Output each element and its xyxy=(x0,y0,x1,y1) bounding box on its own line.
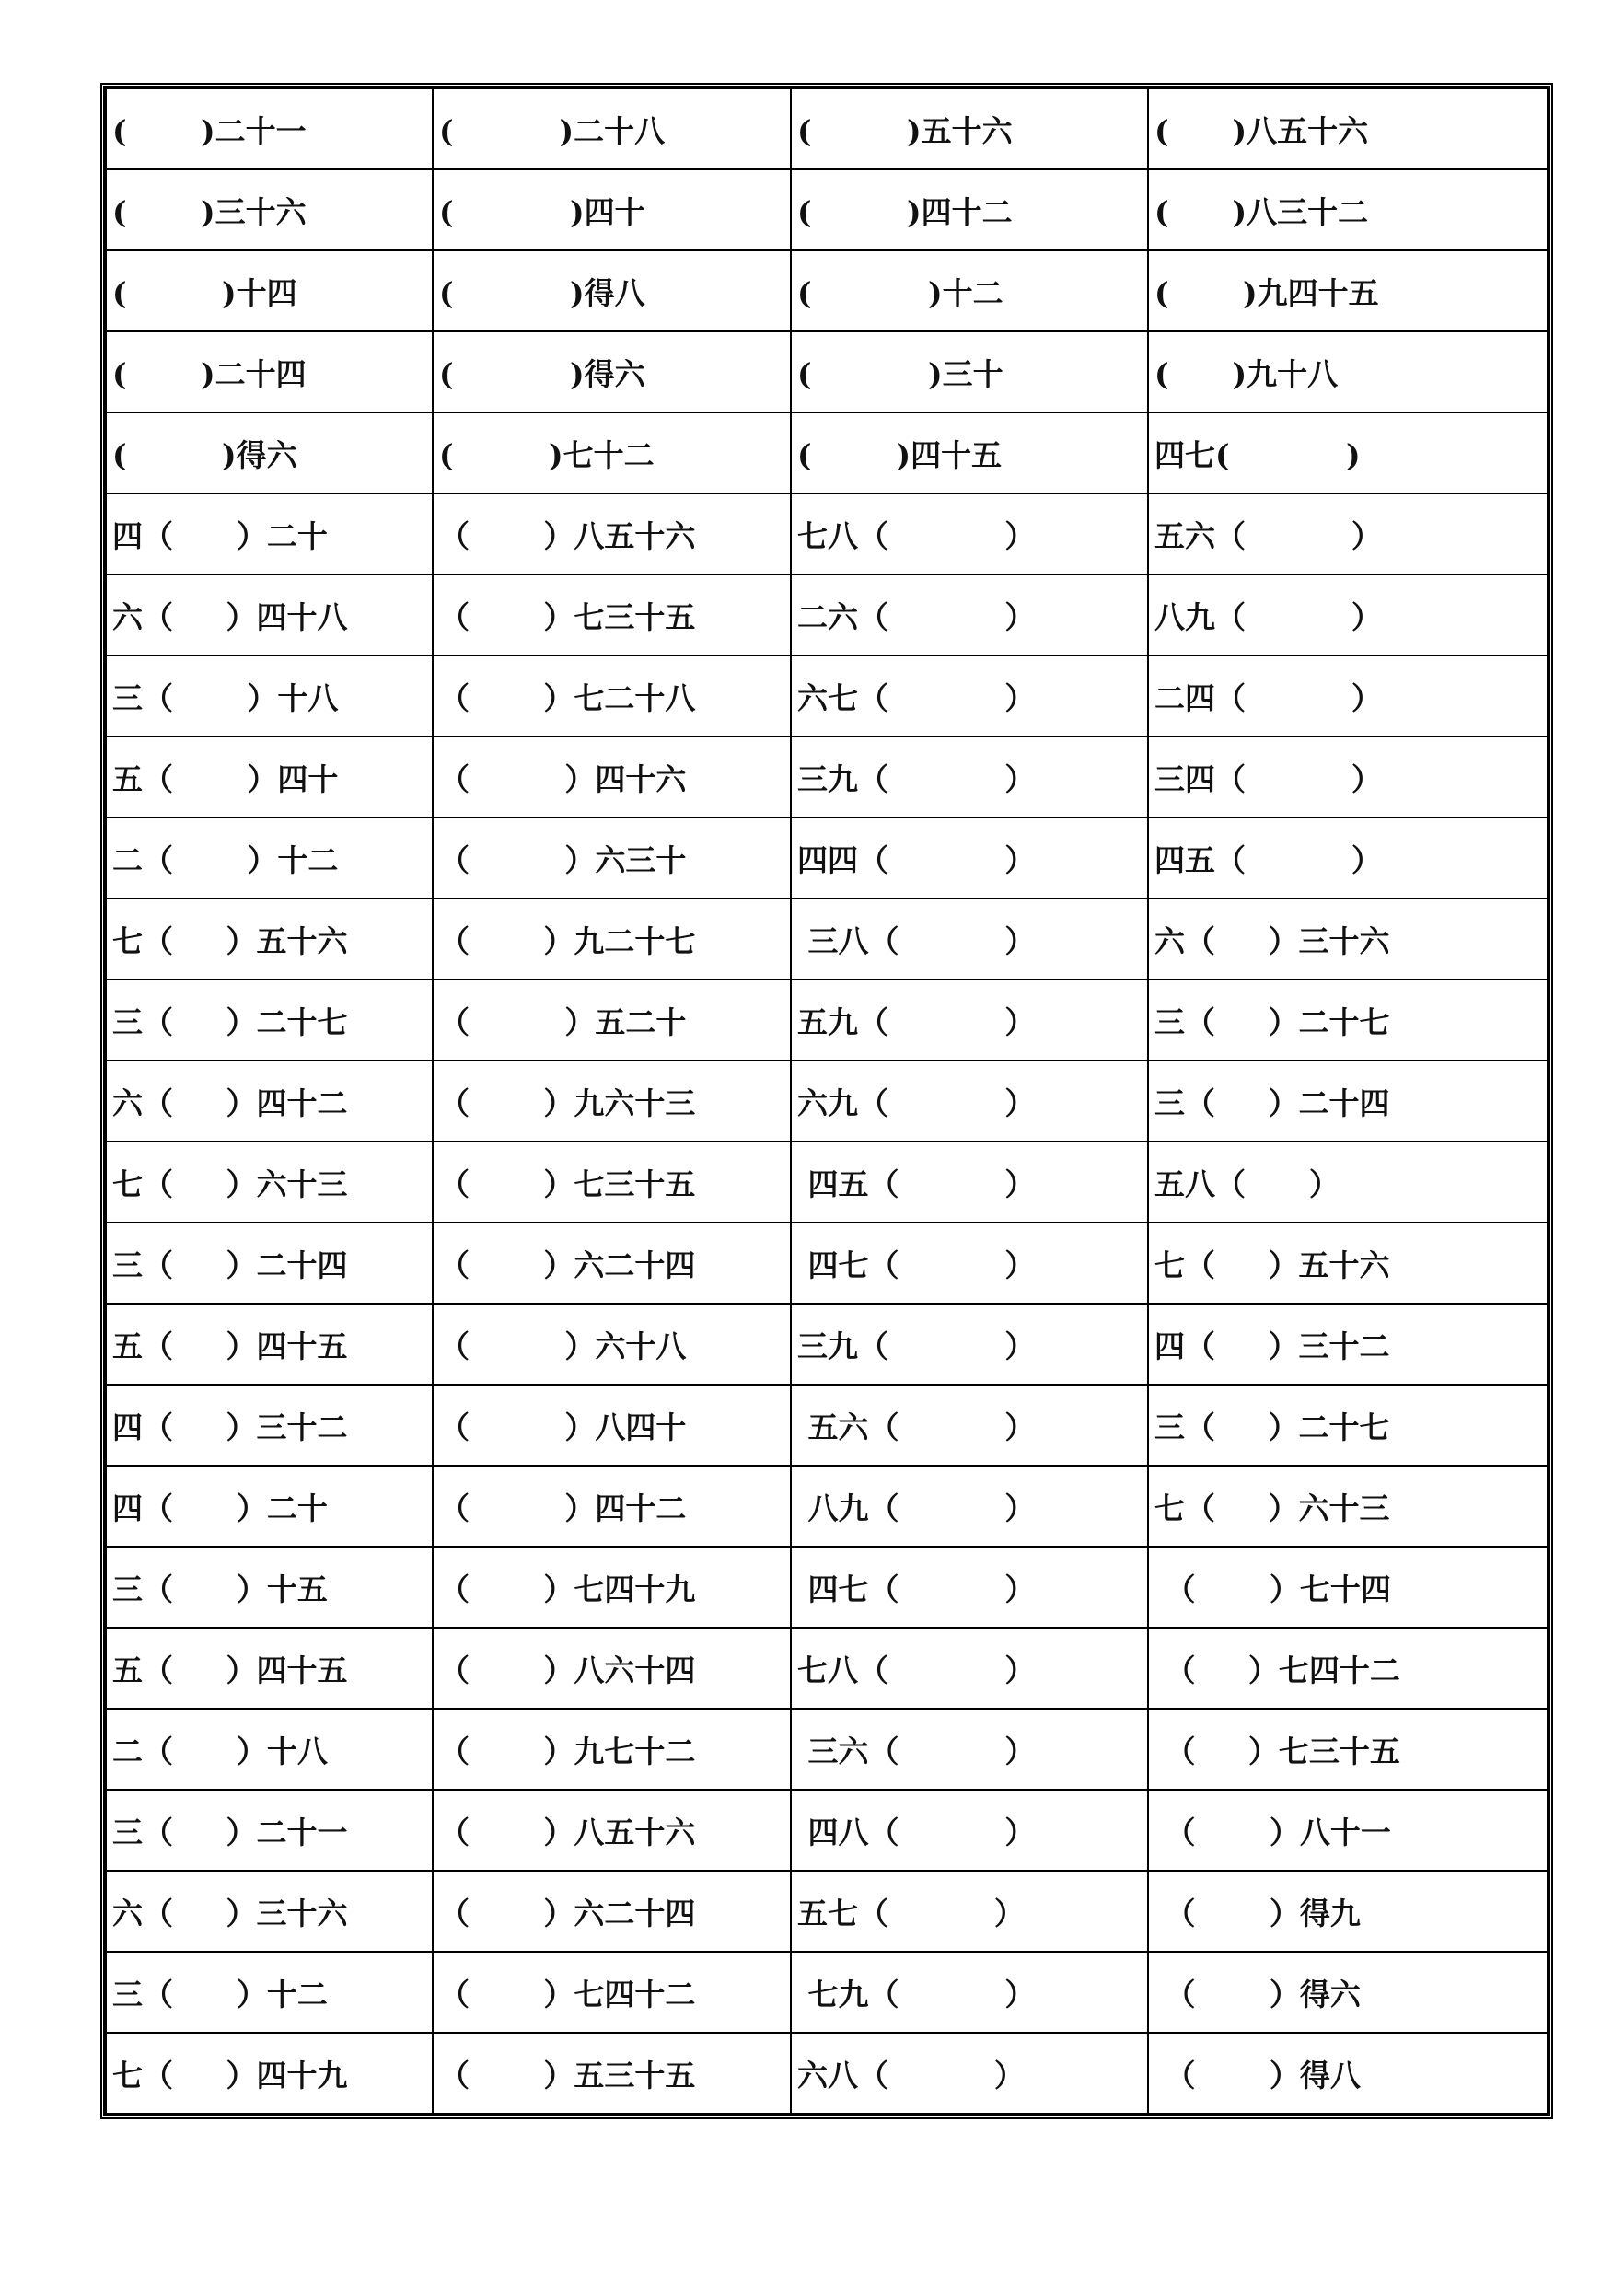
question-cell: 七（ ）六十三 xyxy=(106,1142,433,1223)
table-row xyxy=(106,980,1548,1061)
question-cell: ( )十二 xyxy=(791,250,1148,331)
question-cell: 五八（ ） xyxy=(1148,1142,1548,1223)
question-cell: ( )八五十六 xyxy=(1148,88,1548,169)
worksheet-table-frame xyxy=(100,83,1553,2119)
question-cell: （ ）得八 xyxy=(1148,2033,1548,2114)
question-cell: （ ）五三十五 xyxy=(433,2033,791,2114)
table-row xyxy=(106,1304,1548,1385)
question-cell: 五（ ）四十五 xyxy=(106,1304,433,1385)
question-cell: （ ）九六十三 xyxy=(433,1061,791,1142)
question-cell: 三（ ）二十七 xyxy=(1148,980,1548,1061)
table-row xyxy=(106,1628,1548,1709)
question-cell: 二（ ）十八 xyxy=(106,1709,433,1790)
question-cell: 三（ ）二十七 xyxy=(106,980,433,1061)
question-cell: （ ）八十一 xyxy=(1148,1790,1548,1871)
question-cell: （ ）得六 xyxy=(1148,1952,1548,2033)
question-cell: 四（ ）二十 xyxy=(106,493,433,574)
table-body xyxy=(106,88,1548,2114)
question-cell: 七（ ）五十六 xyxy=(106,899,433,980)
question-cell: 七八（ ） xyxy=(791,1628,1148,1709)
question-cell: 六（ ）三十六 xyxy=(106,1871,433,1952)
table-row xyxy=(106,736,1548,818)
question-cell: 五六（ ） xyxy=(1148,493,1548,574)
question-cell: 七八（ ） xyxy=(791,493,1148,574)
question-cell: 七（ ）六十三 xyxy=(1148,1466,1548,1547)
question-cell: （ ）八四十 xyxy=(433,1385,791,1466)
question-cell: （ ）六二十四 xyxy=(433,1871,791,1952)
question-cell: 三（ ）十二 xyxy=(106,1952,433,2033)
table-row xyxy=(106,1790,1548,1871)
question-cell: ( )二十四 xyxy=(106,331,433,412)
question-cell: ( )二十八 xyxy=(433,88,791,169)
table-row xyxy=(106,1466,1548,1547)
question-cell: 四五（ ） xyxy=(791,1142,1148,1223)
question-cell: 三（ ）二十四 xyxy=(106,1223,433,1304)
table-row xyxy=(106,1142,1548,1223)
question-cell: 四五（ ） xyxy=(1148,818,1548,899)
table-row xyxy=(106,574,1548,655)
question-cell: ( )十四 xyxy=(106,250,433,331)
question-cell: 三九（ ） xyxy=(791,1304,1148,1385)
question-cell: 八九（ ） xyxy=(791,1466,1148,1547)
question-cell: （ ）四十六 xyxy=(433,736,791,818)
question-cell: 三（ ）二十四 xyxy=(1148,1061,1548,1142)
question-cell: 四四（ ） xyxy=(791,818,1148,899)
question-cell: 七（ ）五十六 xyxy=(1148,1223,1548,1304)
question-cell: （ ）六二十四 xyxy=(433,1223,791,1304)
question-cell: ( )九十八 xyxy=(1148,331,1548,412)
question-cell: 四七（ ） xyxy=(791,1547,1148,1628)
question-cell: 八九（ ） xyxy=(1148,574,1548,655)
question-cell: ( )四十二 xyxy=(791,169,1148,250)
table-row xyxy=(106,412,1548,493)
table-row xyxy=(106,250,1548,331)
question-cell: ( )得八 xyxy=(433,250,791,331)
question-cell: 四（ ）三十二 xyxy=(106,1385,433,1466)
question-cell: 三（ ）十八 xyxy=(106,655,433,736)
multiplication-fill-in-table xyxy=(105,87,1549,2115)
question-cell: （ ）五二十 xyxy=(433,980,791,1061)
question-cell: ( )得六 xyxy=(433,331,791,412)
table-row xyxy=(106,1385,1548,1466)
table-row xyxy=(106,1061,1548,1142)
question-cell: 五六（ ） xyxy=(791,1385,1148,1466)
question-cell: （ ）七四十二 xyxy=(433,1952,791,2033)
question-cell: 二（ ）十二 xyxy=(106,818,433,899)
question-cell: 五九（ ） xyxy=(791,980,1148,1061)
question-cell: 三（ ）十五 xyxy=(106,1547,433,1628)
table-row xyxy=(106,1709,1548,1790)
question-cell: （ ）七二十八 xyxy=(433,655,791,736)
question-cell: 四八（ ） xyxy=(791,1790,1148,1871)
question-cell: 七九（ ） xyxy=(791,1952,1148,2033)
table-row xyxy=(106,331,1548,412)
question-cell: 三六（ ） xyxy=(791,1709,1148,1790)
question-cell: 四（ ）二十 xyxy=(106,1466,433,1547)
question-cell: 六七（ ） xyxy=(791,655,1148,736)
question-cell: ( )五十六 xyxy=(791,88,1148,169)
question-cell: （ ）九七十二 xyxy=(433,1709,791,1790)
table-row xyxy=(106,899,1548,980)
table-row xyxy=(106,1871,1548,1952)
question-cell: （ ）八六十四 xyxy=(433,1628,791,1709)
question-cell: 五（ ）四十 xyxy=(106,736,433,818)
question-cell: 四（ ）三十二 xyxy=(1148,1304,1548,1385)
question-cell: （ ）七四十九 xyxy=(433,1547,791,1628)
question-cell: 三八（ ） xyxy=(791,899,1148,980)
question-cell: （ ）六三十 xyxy=(433,818,791,899)
question-cell: ( )九四十五 xyxy=(1148,250,1548,331)
question-cell: 二六（ ） xyxy=(791,574,1148,655)
table-row xyxy=(106,2033,1548,2114)
question-cell: （ ）四十二 xyxy=(433,1466,791,1547)
table-row xyxy=(106,1223,1548,1304)
question-cell: 三（ ）二十七 xyxy=(1148,1385,1548,1466)
question-cell: ( )三十 xyxy=(791,331,1148,412)
question-cell: ( )得六 xyxy=(106,412,433,493)
question-cell: （ ）六十八 xyxy=(433,1304,791,1385)
question-cell: 五（ ）四十五 xyxy=(106,1628,433,1709)
table-row xyxy=(106,1547,1548,1628)
table-row xyxy=(106,493,1548,574)
question-cell: 五七（ ） xyxy=(791,1871,1148,1952)
question-cell: （ ）八五十六 xyxy=(433,1790,791,1871)
question-cell: （ ）七三十五 xyxy=(433,574,791,655)
question-cell: （ ）七四十二 xyxy=(1148,1628,1548,1709)
question-cell: 三九（ ） xyxy=(791,736,1148,818)
table-row xyxy=(106,818,1548,899)
question-cell: ( )四十 xyxy=(433,169,791,250)
question-cell: 三（ ）二十一 xyxy=(106,1790,433,1871)
table-row xyxy=(106,655,1548,736)
question-cell: 六九（ ） xyxy=(791,1061,1148,1142)
question-cell: 七（ ）四十九 xyxy=(106,2033,433,2114)
question-cell: （ ）八五十六 xyxy=(433,493,791,574)
question-cell: ( )三十六 xyxy=(106,169,433,250)
question-cell: 三四（ ） xyxy=(1148,736,1548,818)
question-cell: 二四（ ） xyxy=(1148,655,1548,736)
question-cell: 六（ ）三十六 xyxy=(1148,899,1548,980)
question-cell: 四七( ) xyxy=(1148,412,1548,493)
question-cell: （ ）得九 xyxy=(1148,1871,1548,1952)
question-cell: （ ）七三十五 xyxy=(1148,1709,1548,1790)
table-row xyxy=(106,88,1548,169)
question-cell: 六八（ ） xyxy=(791,2033,1148,2114)
question-cell: （ ）九二十七 xyxy=(433,899,791,980)
question-cell: ( )四十五 xyxy=(791,412,1148,493)
question-cell: ( )七十二 xyxy=(433,412,791,493)
question-cell: 六（ ）四十二 xyxy=(106,1061,433,1142)
table-row xyxy=(106,1952,1548,2033)
question-cell: 四七（ ） xyxy=(791,1223,1148,1304)
table-row xyxy=(106,169,1548,250)
question-cell: ( )二十一 xyxy=(106,88,433,169)
question-cell: （ ）七三十五 xyxy=(433,1142,791,1223)
question-cell: 六（ ）四十八 xyxy=(106,574,433,655)
question-cell: （ ）七十四 xyxy=(1148,1547,1548,1628)
question-cell: ( )八三十二 xyxy=(1148,169,1548,250)
